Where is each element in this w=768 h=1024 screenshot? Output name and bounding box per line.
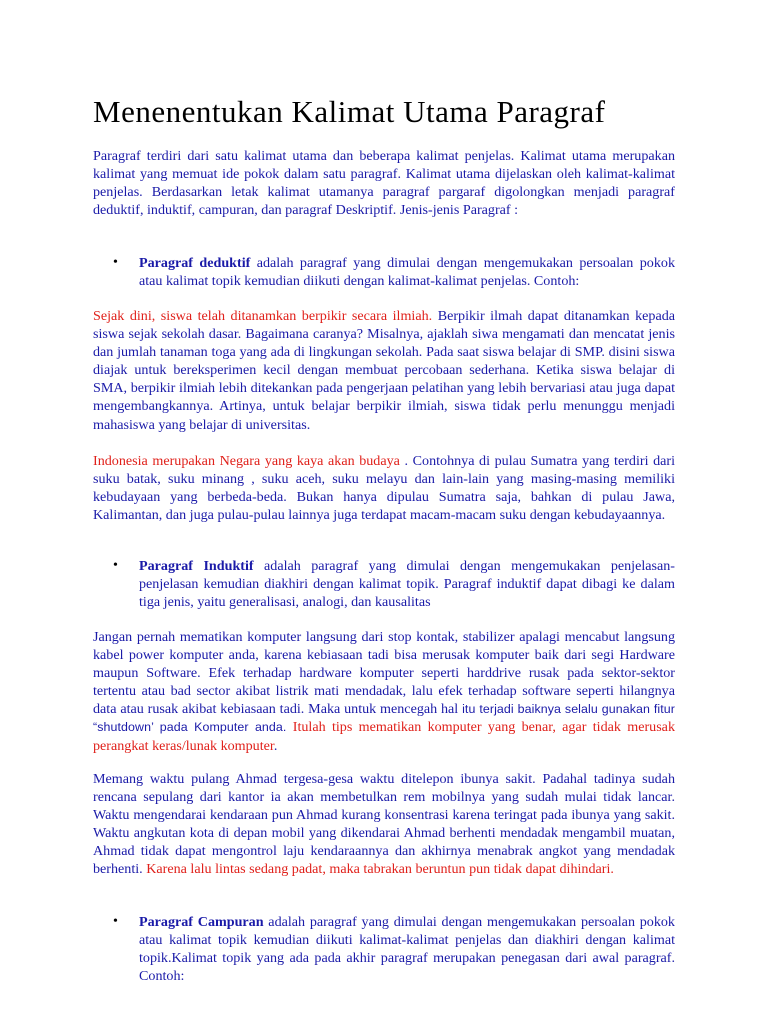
example-deduktif-2: [93, 452, 675, 524]
list-item-induktif: [93, 557, 675, 611]
topic-sentence: Karena lalu lintas sedang padat, maka tabrakan beruntun pun tidak dapat dihindari.: [142, 861, 614, 878]
definition-deduktif: adalah paragraf yang dimulai dengan mengemukakan persoalan pokok atau kalimat topik kemudian diikuti dengan kalimat-kalimat penjelas. Contoh:: [139, 255, 675, 290]
list-deduktif: [93, 254, 675, 290]
topic-sentence: Indonesia merupakan Negara yang kaya akan budaya: [93, 453, 400, 469]
bullet-icon: •: [113, 914, 118, 929]
example-induktif-1: [93, 628, 675, 755]
definition-induktif: adalah paragraf yang dimulai dengan mengemukakan penjelasan-penjelasan kemudian diakhiri dengan kalimat topik. Paragraf induktif dapat dibagi ke dalam tiga jenis, yaitu generalisasi, analogi, dan kausalitas: [139, 558, 675, 611]
supporting-sentences: Memang waktu pulang Ahmad tergesa-gesa waktu ditelepon ibunya sakit. Padahal tadinya sudah rencana sepulang dari kantor ia akan membetulkan rem mobilnya yang sudah mulai tidak lancar. Waktu mengendarai kendaraan pun Ahmad kurang konsentrasi karena teringat pada ibunya yang sakit. Waktu angkutan kota di depan mobil yang dikendarai Ahmad berhenti mendadak mengambil muatan, Ahmad tidak dapat mengontrol laju kendaraannya dan akhirnya menabrak angkot yang mendadak berhenti.: [93, 771, 675, 878]
term-deduktif: Paragraf deduktif: [139, 255, 251, 271]
intro-paragraph: Paragraf terdiri dari satu kalimat utama dan beberapa kalimat penjelas. Kalimat utama merupakan kalimat yang memuat ide pokok dalam satu paragraf. Kalimat utama dijelaskan oleh kalimat-kalimat penjelas. Berdasarkan letak kalimat utamanya paragraf pargaraf digolongkan menjadi paragraf deduktif, induktif, campuran, dan paragraf Deskriptif. Jenis-jenis Paragraf :: [93, 148, 675, 219]
sentence-end: .: [273, 737, 278, 754]
list-induktif: [93, 557, 675, 611]
bullet-icon: •: [113, 255, 118, 270]
supporting-sentences: Berpikir ilmah dapat ditanamkan kepada siswa sejak sekolah dasar. Bagaimana caranya? Misalnya, ajaklah siwa mengamati dan mencatat jenis dan jumlah tanaman toga yang ada di lingkungan sekolah. Pada saat siswa belajar di SMP. disini siswa diajak untuk bereksperimen kecil dengan membuat percobaan sederhana. Ketika siswa belajar di SMA, berpikir ilmiah lebih ditekankan pada pengerjaan pelatihan yang lebih bervariasi atau juga dapat mengembangkannya. Artinya, untuk belajar berpikir ilmiah, siswa tidak perlu menunggu menjadi mahasiswa yang belajar di universitas.: [93, 308, 676, 433]
term-campuran: Paragraf Campuran: [139, 914, 264, 930]
list-item-campuran: [93, 913, 675, 985]
supporting-sentences: Jangan pernah mematikan komputer langsung dari stop kontak, stabilizer apalagi mencabut langsung kabel power komputer anda, karena kebiasaan tadi bisa merusak komputer baik dari segi Hardware maupun Software. Efek terhadap hardware komputer seperti harddrive rusak pada sektor-sektor tertentu atau bad sector akibat listrik mati mendadak, lalu efek terhadap software seperti hilangnya data atau rusak akibat kebiasaan tadi. Maka untuk mencegah hal: [93, 629, 675, 718]
supporting-sentences: . Contohnya di pulau Sumatra yang terdiri dari suku batak, suku minang , suku aceh, suku melayu dan lain-lain yang masing-masing memiliki kebudayaan yang berbeda-beda. Bukan hanya dipulau Sumatra saja, bahkan di pulau Jawa, Kalimantan, dan juga pulau-pulau lainnya juga terdapat macam-macam suku dengan kebudayaannya.: [93, 453, 675, 524]
topic-sentence: Sejak dini, siswa telah ditanamkan berpikir secara ilmiah.: [93, 308, 433, 324]
narrow-sentence: itu terjadi baiknya selalu gunakan fitur “shutdown’ pada Komputer anda.: [93, 702, 675, 735]
page-title: Menenentukan Kalimat Utama Paragraf: [93, 94, 606, 129]
example-deduktif-1: [93, 307, 675, 434]
topic-sentence: Itulah tips mematikan komputer yang benar, agar tidak merusak perangkat keras/lunak komputer: [93, 719, 675, 754]
term-induktif: Paragraf Induktif: [139, 558, 254, 574]
example-induktif-2: [93, 770, 675, 879]
list-item-deduktif: [93, 254, 675, 290]
bullet-icon: •: [113, 558, 118, 573]
list-campuran: [93, 913, 675, 985]
definition-campuran: adalah paragraf yang dimulai dengan mengemukakan persoalan pokok atau kalimat topik kemudian diikuti kalimat-kalimat penjelas dan diakhiri dengan kalimat topik.Kalimat topik yang ada pada akhir paragraf merupakan penegasan dari awal paragraf. Contoh:: [139, 914, 675, 985]
